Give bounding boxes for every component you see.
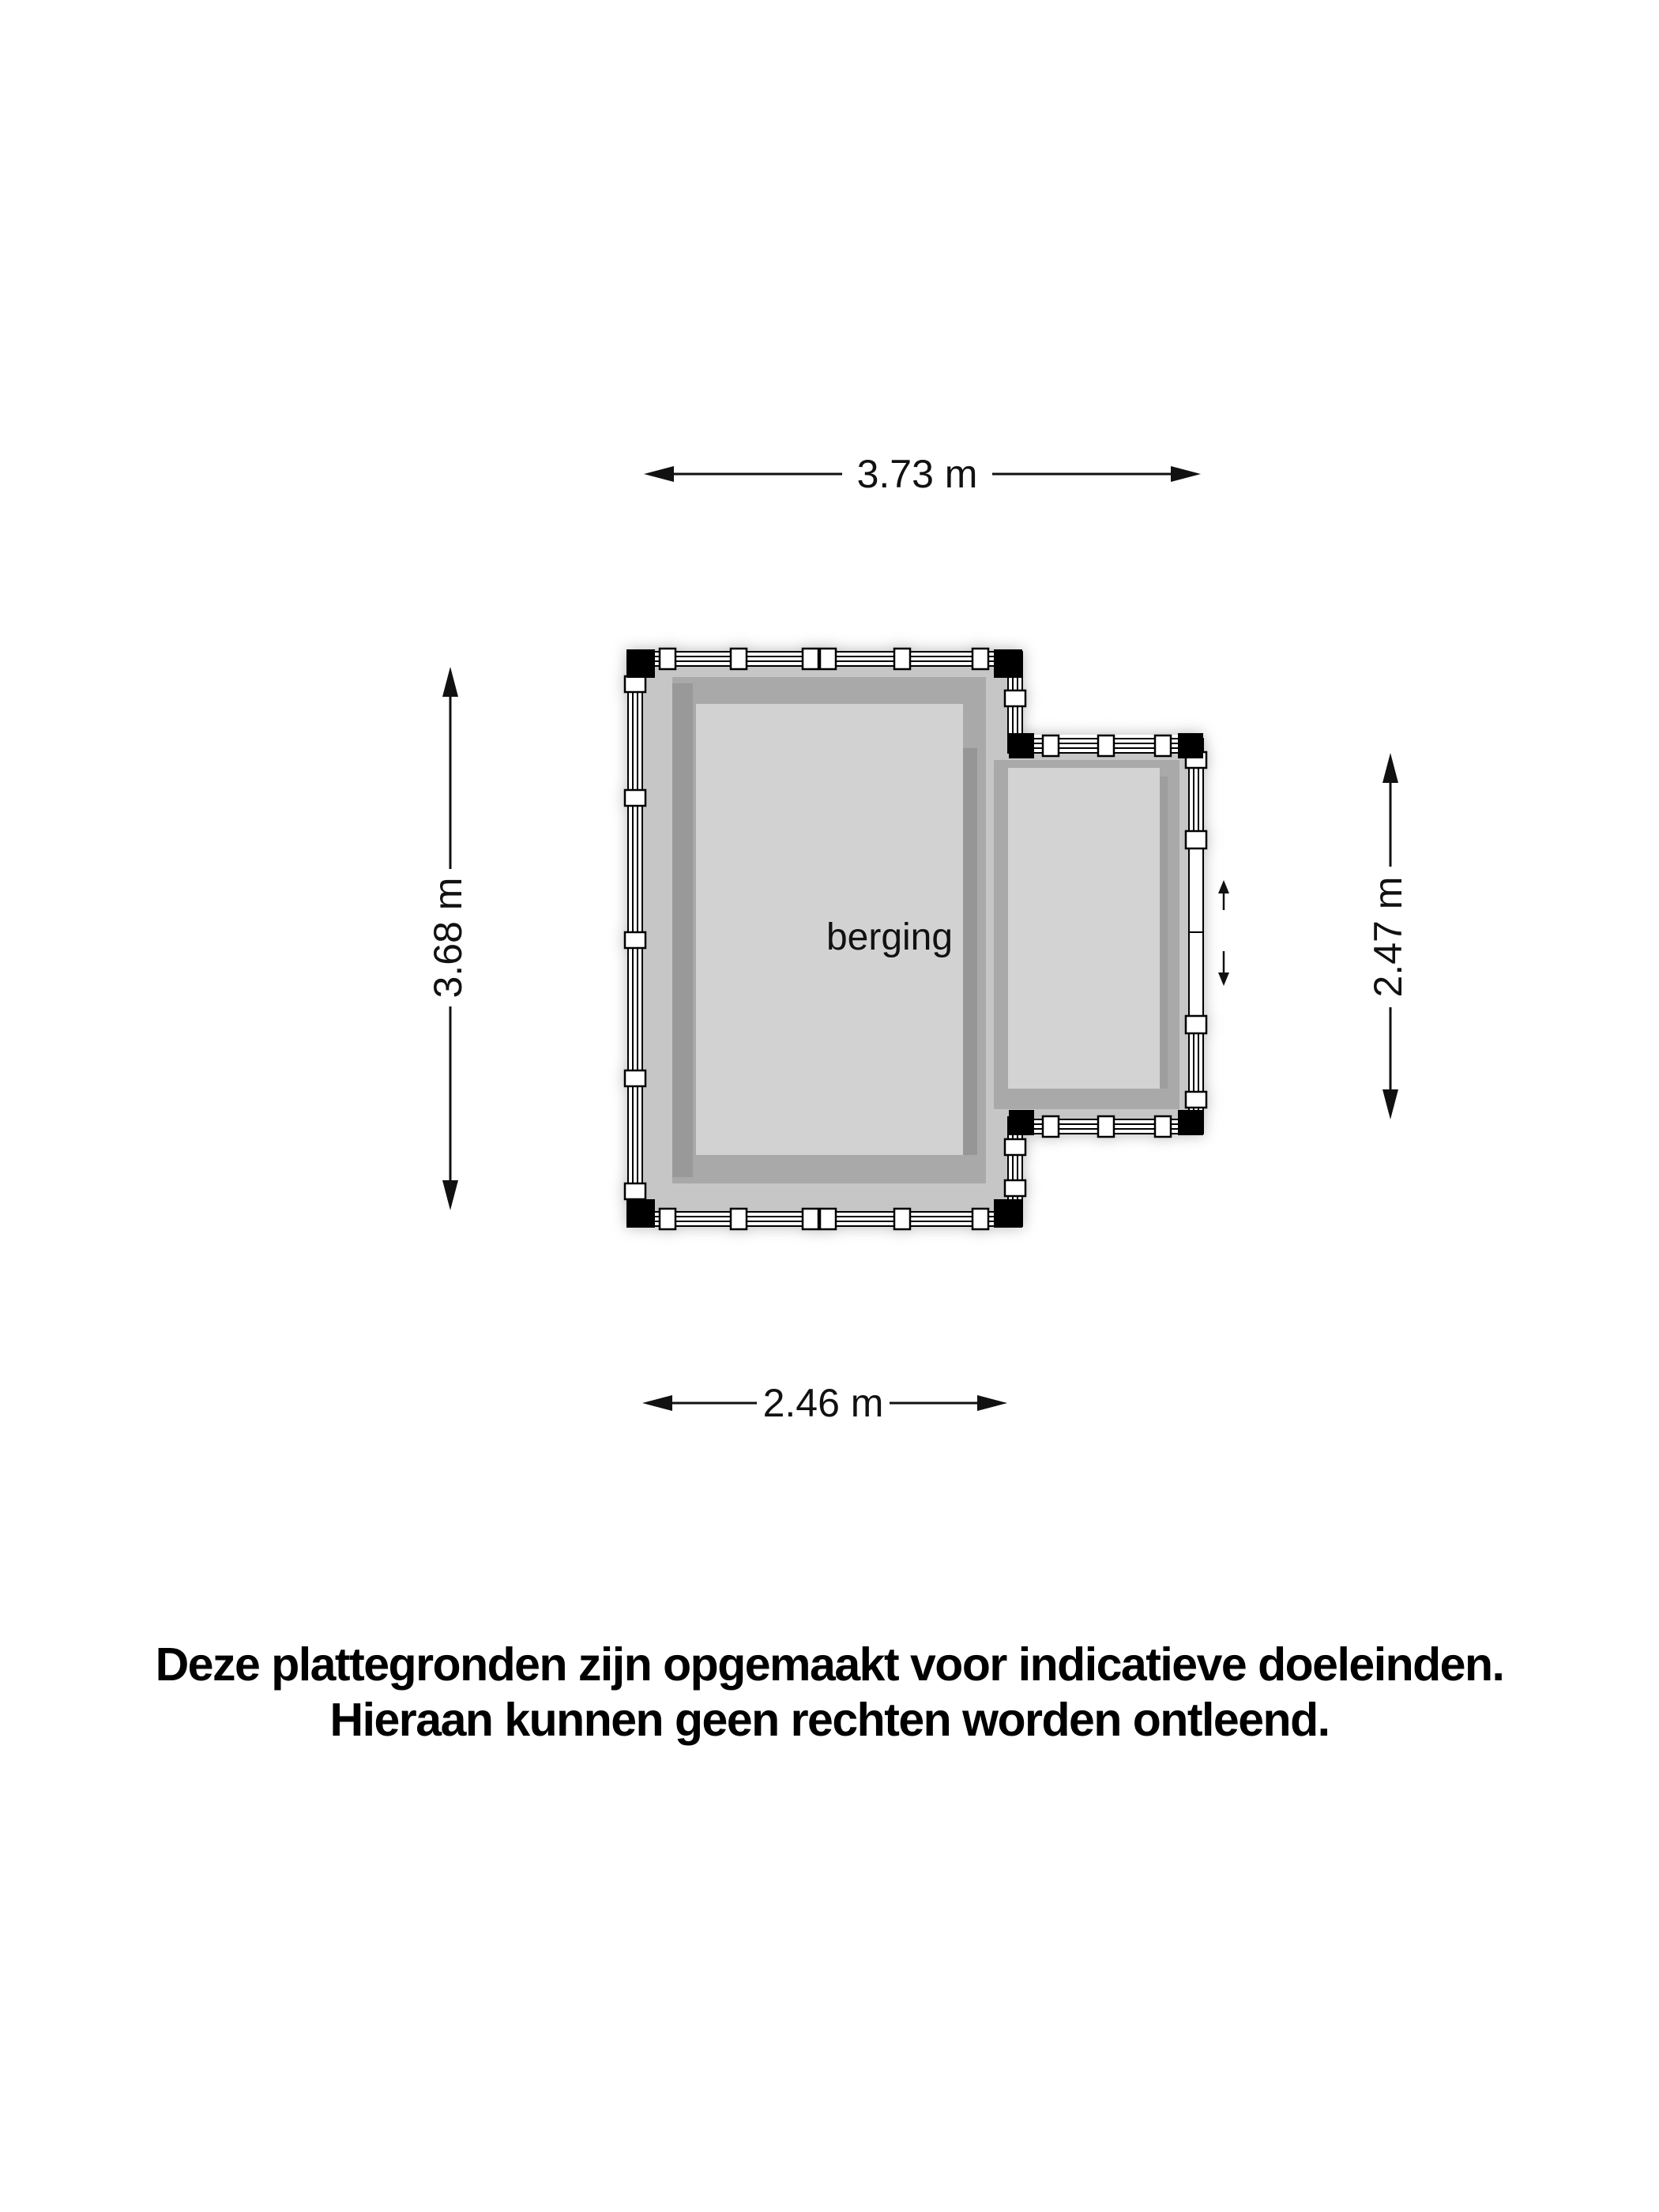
door-direction-arrows — [1218, 880, 1229, 986]
room-label: berging — [826, 916, 954, 958]
main-corner-post-top-right — [994, 649, 1022, 678]
door-arrow-up-icon — [1218, 880, 1229, 910]
main-corner-post-top-left — [626, 649, 655, 678]
annex-shadow-strip-right — [1160, 777, 1168, 1089]
annex-door — [1189, 848, 1203, 1016]
main-corner-post-bottom-right — [994, 1199, 1022, 1228]
arrowhead-left-icon — [642, 1395, 672, 1411]
main-shadow-strip-left — [672, 683, 693, 1177]
dimension-left — [426, 667, 470, 1210]
disclaimer-line-2: Hieraan kunnen geen rechten worden ontleend. — [329, 1694, 1330, 1746]
arrowhead-down-icon — [442, 1180, 458, 1210]
dimension-left-label: 3.68 m — [426, 877, 470, 999]
arrowhead-up-icon — [442, 667, 458, 697]
annex-corner-post-bottom-right — [1178, 1110, 1203, 1135]
disclaimer — [0, 1637, 1659, 1747]
annex-corner-post-top-left — [1009, 733, 1034, 758]
dimension-bottom-label: 2.46 m — [762, 1381, 884, 1425]
annex-interior — [986, 753, 1189, 1119]
annex-corner-post-top-right — [1178, 733, 1203, 758]
dimension-top — [644, 452, 1201, 496]
disclaimer-line-1: Deze plattegronden zijn opgemaakt voor indicatieve doeleinden. — [155, 1638, 1504, 1691]
dimension-right — [1366, 753, 1410, 1119]
dimension-bottom — [642, 1381, 1007, 1425]
dimension-right-label: 2.47 m — [1366, 876, 1410, 998]
annex-corner-post-bottom-left — [1009, 1110, 1034, 1135]
dimension-top-label: 3.73 m — [856, 452, 978, 496]
annex-floor — [1008, 768, 1160, 1089]
arrowhead-down-icon — [1382, 1089, 1398, 1119]
door-arrow-down-icon — [1218, 951, 1229, 986]
main-room-interior — [642, 666, 1008, 1212]
arrowhead-left-icon — [644, 466, 674, 482]
rooms-divider-shadow — [963, 748, 977, 1155]
arrowhead-up-icon — [1382, 753, 1398, 783]
main-corner-post-bottom-left — [626, 1199, 655, 1228]
arrowhead-right-icon — [977, 1395, 1007, 1411]
arrowhead-right-icon — [1171, 466, 1201, 482]
